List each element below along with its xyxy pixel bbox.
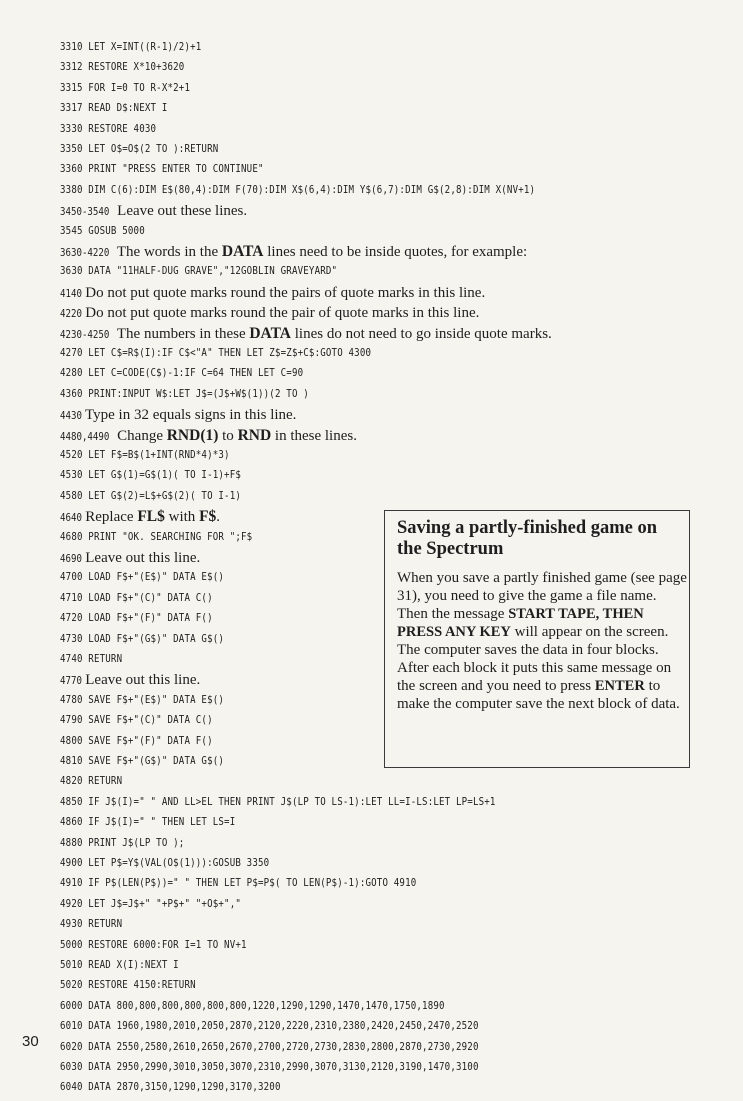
code-line: 4910 IF P$(LEN(P$))=" " THEN LET P$=P$( TO LEN(P$)-1):GOTO 4910 — [60, 877, 417, 890]
code-line: 6010 DATA 1960,1980,2010,2050,2870,2120,2220,2310,2380,2420,2450,2470,2520 — [60, 1020, 479, 1033]
code-line: 3360 PRINT "PRESS ENTER TO CONTINUE" — [60, 163, 264, 176]
note-text — [113, 244, 527, 260]
code-line: 4790 SAVE F$+"(C)" DATA C() — [60, 714, 213, 727]
note-line-number: 4230-4250 — [60, 328, 110, 341]
note-line — [60, 404, 296, 425]
code-line: 4900 LET P$=Y$(VAL(O$(1))):GOSUB 3350 — [60, 857, 270, 869]
code-line: 4700 LOAD F$+"(E$)" DATA E$() — [60, 571, 225, 584]
keyword: ENTER — [594, 678, 645, 694]
code-line: 4730 LOAD F$+"(G$)" DATA G$() — [60, 632, 225, 645]
note-fragment: Do not put quote marks round the pairs of quote marks in this line. — [85, 284, 486, 301]
note-text — [82, 550, 201, 566]
note-line — [60, 669, 200, 690]
note-fragment: Do not put quote marks round the pair of quote marks in this line. — [85, 305, 480, 322]
note-fragment: Replace — [85, 509, 138, 526]
keyword: DATA — [221, 243, 264, 260]
code-line: 3312 RESTORE X*10+3620 — [60, 61, 185, 74]
keyword: START TAPE, THEN PRESS ANY KEY — [397, 606, 644, 640]
code-line: 5020 RESTORE 4150:RETURN — [60, 979, 196, 992]
note-text — [82, 509, 221, 525]
note-line — [60, 200, 247, 221]
code-line: 6000 DATA 800,800,800,800,800,800,1220,1290,1290,1470,1470,1750,1890 — [60, 999, 445, 1012]
keyword: DATA — [249, 324, 291, 342]
code-line: 4780 SAVE F$+"(E$)" DATA E$() — [60, 693, 225, 706]
code-line: 4820 RETURN — [60, 775, 123, 788]
note-fragment: Leave out this line. — [85, 550, 201, 566]
note-text — [113, 203, 247, 219]
code-line: 3630 DATA "11HALF-DUG GRAVE","12GOBLIN GRAVEYARD" — [60, 265, 338, 278]
note-text — [113, 326, 551, 342]
note-text — [82, 672, 201, 688]
code-line: 5000 RESTORE 6000:FOR I=1 TO NV+1 — [60, 938, 247, 951]
note-line — [60, 425, 357, 446]
note-fragment: in these lines. — [271, 427, 357, 444]
note-fragment: with — [164, 509, 200, 526]
code-line: 4530 LET G$(1)=G$(1)( TO I-1)+F$ — [60, 469, 242, 482]
code-line: 4680 PRINT "OK. SEARCHING FOR ";F$ — [60, 530, 253, 543]
code-line: 4860 IF J$(I)=" " THEN LET LS=I — [60, 816, 236, 829]
note-text — [82, 407, 297, 423]
code-line: 6040 DATA 2870,3150,1290,1290,3170,3200 — [60, 1081, 281, 1094]
keyword: F$ — [199, 508, 217, 526]
box-text-fragment: When you save a partly finished game (see page 31), you need to give the game a file name. Then the message — [397, 570, 687, 622]
note-line-number: 3630-4220 — [60, 247, 110, 259]
box-text-fragment: to make the computer save the next block of data. — [397, 678, 680, 712]
code-line: 4710 LOAD F$+"(C)" DATA C() — [60, 591, 213, 604]
code-line: 3310 LET X=INT((R-1)/2)+1 — [60, 41, 202, 53]
note-line — [60, 323, 552, 344]
note-line-number: 4770 — [60, 675, 82, 688]
note-line-number: 4640 — [60, 512, 82, 525]
keyword: RND(1) — [166, 426, 219, 444]
note-text — [82, 305, 480, 321]
note-fragment: The words in the — [116, 244, 222, 260]
code-line: 4580 LET G$(2)=L$+G$(2)( TO I-1) — [60, 489, 242, 502]
note-line — [60, 302, 479, 323]
note-text — [82, 285, 486, 301]
note-line-number: 4220 — [60, 308, 82, 321]
code-line: 4520 LET F$=B$(1+INT(RND*4)*3) — [60, 449, 230, 461]
code-line: 3330 RESTORE 4030 — [60, 122, 157, 135]
note-line — [60, 282, 485, 303]
code-line: 4930 RETURN — [60, 918, 123, 931]
note-line-number: 4430 — [60, 410, 82, 423]
note-fragment: lines need to be inside quotes, for example: — [263, 244, 528, 260]
note-fragment: lines do not need to go inside quote marks. — [290, 325, 552, 342]
note-line-number: 3450-3540 — [60, 206, 110, 219]
note-fragment: The numbers in these — [116, 325, 250, 342]
page-number: 30 — [22, 1033, 39, 1050]
code-line: 6020 DATA 2550,2580,2610,2650,2670,2700,2720,2730,2830,2800,2870,2730,2920 — [60, 1040, 479, 1053]
code-line: 4280 LET C=CODE(C$)-1:IF C=64 THEN LET C=90 — [60, 367, 304, 380]
note-line-number: 4140 — [60, 287, 82, 300]
code-line: 4880 PRINT J$(LP TO ); — [60, 836, 185, 849]
box-body — [397, 569, 687, 713]
code-line: 3315 FOR I=0 TO R-X*2+1 — [60, 81, 191, 94]
note-fragment: . — [216, 509, 221, 526]
code-line: 4270 LET C$=R$(I):IF C$<"A" THEN LET Z$=Z$+C$:GOTO 4300 — [60, 347, 372, 359]
code-line: 3545 GOSUB 5000 — [60, 224, 145, 237]
note-fragment: Change — [117, 427, 167, 444]
code-line: 4740 RETURN — [60, 653, 123, 665]
code-line: 4920 LET J$=J$+" "+P$+" "+O$+"," — [60, 897, 242, 910]
spectrum-save-box — [384, 510, 690, 768]
code-line: 6030 DATA 2950,2990,3010,3050,3070,2310,2990,3070,3130,2120,3190,1470,3100 — [60, 1061, 479, 1073]
keyword: RND — [237, 426, 272, 444]
note-line — [60, 506, 220, 527]
box-title: Saving a partly-finished game on the Spectrum — [397, 518, 658, 559]
code-line: 3380 DIM C(6):DIM E$(80,4):DIM F(70):DIM X$(6,4):DIM Y$(6,7):DIM G$(2,8):DIM X(NV+1) — [60, 183, 536, 196]
note-line-number: 4690 — [60, 553, 82, 565]
note-text — [113, 428, 357, 444]
code-line: 4850 IF J$(I)=" " AND LL>EL THEN PRINT J$(LP TO LS-1):LET LL=I-LS:LET LP=LS+1 — [60, 795, 496, 808]
note-fragment: Leave out this line. — [85, 672, 201, 689]
note-fragment: Leave out these lines. — [117, 203, 248, 220]
keyword: FL$ — [137, 508, 165, 526]
note-line — [60, 241, 527, 262]
code-line: 4810 SAVE F$+"(G$)" DATA G$() — [60, 755, 225, 767]
note-fragment: Type in 32 equals signs in this line. — [85, 407, 297, 424]
code-line: 3350 LET O$=O$(2 TO ):RETURN — [60, 143, 219, 155]
code-line: 4800 SAVE F$+"(F)" DATA F() — [60, 734, 213, 747]
note-line — [60, 547, 200, 568]
note-line-number: 4480,4490 — [60, 430, 110, 443]
code-line: 5010 READ X(I):NEXT I — [60, 959, 179, 971]
note-fragment: to — [218, 427, 238, 444]
code-line: 4720 LOAD F$+"(F)" DATA F() — [60, 612, 213, 625]
box-text-fragment: will appear on the screen. The computer saves the data in four blocks. After each block it puts this same message on the screen and you need to press — [397, 624, 672, 694]
code-line: 4360 PRINT:INPUT W$:LET J$=(J$+W$(1))(2 TO ) — [60, 387, 309, 400]
code-line: 3317 READ D$:NEXT I — [60, 102, 168, 115]
